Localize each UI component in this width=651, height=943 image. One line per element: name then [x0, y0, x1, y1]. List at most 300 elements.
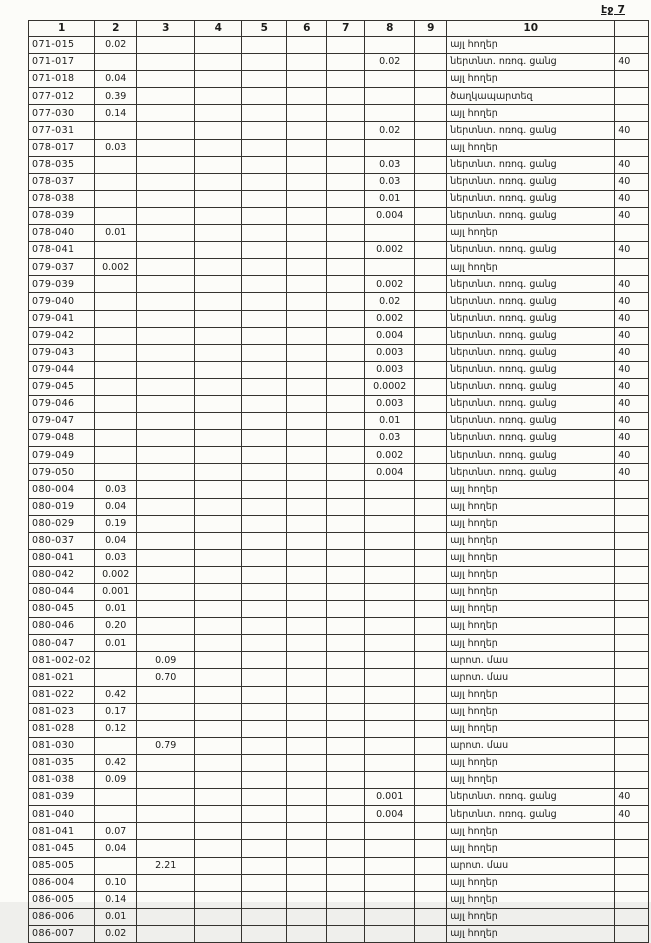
cell-col4 [195, 54, 242, 71]
cell-col9 [415, 378, 447, 395]
table-row [29, 635, 649, 652]
cell-col8-area: 0.004 [365, 806, 415, 823]
cell-col7 [327, 88, 365, 105]
cell-col2-area: 0.04 [95, 71, 137, 88]
cell-parcel-code: 071-015 [29, 37, 95, 54]
cell-col2-area [95, 669, 137, 686]
cell-col6 [287, 566, 327, 583]
cell-land-category: այլ հողեր [447, 601, 615, 618]
cell-col5 [242, 413, 287, 430]
cell-col5 [242, 686, 287, 703]
table-row [29, 720, 649, 737]
cell-col6 [287, 549, 327, 566]
cell-col5 [242, 207, 287, 224]
cell-col5 [242, 259, 287, 276]
cell-col8-area [365, 635, 415, 652]
col-header-8: 8 [365, 21, 415, 37]
cell-col7 [327, 891, 365, 908]
cell-col7 [327, 806, 365, 823]
cell-col9 [415, 532, 447, 549]
cell-parcel-code: 078-040 [29, 225, 95, 242]
cell-col8-area [365, 225, 415, 242]
cell-col2-area: 0.04 [95, 532, 137, 549]
cell-col9 [415, 720, 447, 737]
margin-annotation [615, 618, 649, 635]
margin-annotation [615, 532, 649, 549]
cell-land-category: այլ հողեր [447, 874, 615, 891]
cell-col7 [327, 293, 365, 310]
cell-col8-area [365, 584, 415, 601]
cell-parcel-code: 081-039 [29, 789, 95, 806]
cell-parcel-code: 086-007 [29, 925, 95, 942]
cell-col3-area [137, 105, 195, 122]
table-row [29, 395, 649, 412]
cell-col8-area: 0.002 [365, 310, 415, 327]
cell-col2-area: 0.09 [95, 772, 137, 789]
cell-col4 [195, 772, 242, 789]
margin-annotation [615, 908, 649, 925]
cell-land-category: այլ հողեր [447, 772, 615, 789]
cell-col9 [415, 105, 447, 122]
cell-col8-area [365, 874, 415, 891]
cell-col3-area [137, 908, 195, 925]
margin-annotation [615, 720, 649, 737]
cell-parcel-code: 079-049 [29, 447, 95, 464]
cell-col2-area: 0.03 [95, 549, 137, 566]
margin-annotation: 40 [615, 156, 649, 173]
cell-col6 [287, 310, 327, 327]
cell-col7 [327, 549, 365, 566]
cell-col9 [415, 635, 447, 652]
header-row [29, 21, 649, 37]
cell-land-category: այլ հողեր [447, 139, 615, 156]
col-header-4: 4 [195, 21, 242, 37]
cell-col5 [242, 225, 287, 242]
table-row [29, 891, 649, 908]
cell-col3-area [137, 464, 195, 481]
margin-annotation [615, 259, 649, 276]
cell-col7 [327, 361, 365, 378]
cell-land-category: ներտնտ. ոռոգ. ցանց [447, 327, 615, 344]
cell-col7 [327, 925, 365, 942]
cell-col2-area: 0.04 [95, 840, 137, 857]
cell-col9 [415, 703, 447, 720]
cell-col8-area [365, 532, 415, 549]
col-header-3: 3 [137, 21, 195, 37]
cell-col3-area [137, 156, 195, 173]
cell-col9 [415, 874, 447, 891]
cell-col5 [242, 840, 287, 857]
cell-col8-area: 0.004 [365, 207, 415, 224]
cell-col3-area [137, 327, 195, 344]
cell-col7 [327, 481, 365, 498]
cell-land-category: արոտ. մաս [447, 737, 615, 754]
cell-col9 [415, 327, 447, 344]
cell-col4 [195, 566, 242, 583]
cell-col3-area [137, 549, 195, 566]
cell-col2-area: 0.03 [95, 139, 137, 156]
cell-col3-area [137, 635, 195, 652]
table-row [29, 190, 649, 207]
cell-parcel-code: 081-023 [29, 703, 95, 720]
cell-col8-area [365, 840, 415, 857]
cell-col8-area [365, 601, 415, 618]
margin-annotation: 40 [615, 361, 649, 378]
margin-column-header [615, 21, 649, 37]
cell-col6 [287, 225, 327, 242]
cell-land-category: այլ հողեր [447, 891, 615, 908]
cell-col7 [327, 566, 365, 583]
cell-col8-area: 0.001 [365, 789, 415, 806]
cell-col5 [242, 669, 287, 686]
cell-col9 [415, 207, 447, 224]
cell-col6 [287, 259, 327, 276]
cell-col9 [415, 447, 447, 464]
table-row [29, 857, 649, 874]
cell-col3-area [137, 173, 195, 190]
margin-annotation [615, 925, 649, 942]
cell-col9 [415, 925, 447, 942]
cell-col8-area: 0.01 [365, 413, 415, 430]
cell-col5 [242, 925, 287, 942]
cell-col3-area [137, 276, 195, 293]
table-row [29, 566, 649, 583]
cell-col6 [287, 481, 327, 498]
cell-col7 [327, 225, 365, 242]
cell-col6 [287, 395, 327, 412]
cell-col2-area [95, 378, 137, 395]
cell-land-category: ներտնտ. ոռոգ. ցանց [447, 276, 615, 293]
cell-col9 [415, 139, 447, 156]
cell-col3-area [137, 361, 195, 378]
cell-col6 [287, 344, 327, 361]
cell-col5 [242, 652, 287, 669]
cell-col9 [415, 669, 447, 686]
cell-col2-area: 0.001 [95, 584, 137, 601]
cell-col7 [327, 395, 365, 412]
cell-col8-area [365, 71, 415, 88]
cell-parcel-code: 077-030 [29, 105, 95, 122]
cell-col5 [242, 532, 287, 549]
cell-col5 [242, 378, 287, 395]
cell-col2-area [95, 122, 137, 139]
cell-col6 [287, 464, 327, 481]
cell-col8-area [365, 669, 415, 686]
cell-col7 [327, 430, 365, 447]
cell-col5 [242, 481, 287, 498]
cell-parcel-code: 081-045 [29, 840, 95, 857]
table-row [29, 772, 649, 789]
cell-parcel-code: 071-017 [29, 54, 95, 71]
table-row [29, 652, 649, 669]
table-row [29, 584, 649, 601]
cell-col6 [287, 498, 327, 515]
table-row [29, 447, 649, 464]
cell-land-category: այլ հողեր [447, 618, 615, 635]
cell-col2-area [95, 413, 137, 430]
cell-col9 [415, 823, 447, 840]
cell-col5 [242, 447, 287, 464]
margin-annotation [615, 754, 649, 771]
cell-col2-area [95, 737, 137, 754]
cell-col3-area [137, 823, 195, 840]
cell-col5 [242, 344, 287, 361]
cell-col5 [242, 601, 287, 618]
cell-land-category: ներտնտ. ոռոգ. ցանց [447, 413, 615, 430]
table-row [29, 122, 649, 139]
cell-col8-area [365, 618, 415, 635]
margin-annotation: 40 [615, 293, 649, 310]
cell-parcel-code: 079-048 [29, 430, 95, 447]
cell-col4 [195, 88, 242, 105]
cell-col6 [287, 515, 327, 532]
cell-parcel-code: 078-041 [29, 242, 95, 259]
table-row [29, 242, 649, 259]
cell-land-category: այլ հողեր [447, 823, 615, 840]
table-row [29, 874, 649, 891]
cell-col3-area: 2.21 [137, 857, 195, 874]
cell-parcel-code: 081-028 [29, 720, 95, 737]
cell-col4 [195, 635, 242, 652]
cell-land-category: ծաղկապարտեզ [447, 88, 615, 105]
cell-col3-area [137, 122, 195, 139]
table-row [29, 754, 649, 771]
cell-col4 [195, 207, 242, 224]
cell-col5 [242, 88, 287, 105]
col-header-6: 6 [287, 21, 327, 37]
cell-col3-area [137, 190, 195, 207]
cell-col6 [287, 703, 327, 720]
cell-col4 [195, 293, 242, 310]
cell-parcel-code: 079-037 [29, 259, 95, 276]
cell-col2-area [95, 806, 137, 823]
cell-col4 [195, 789, 242, 806]
page-number: էջ 7 [601, 3, 625, 16]
cell-col2-area [95, 789, 137, 806]
cell-col9 [415, 190, 447, 207]
cell-col3-area [137, 71, 195, 88]
cell-land-category: այլ հողեր [447, 225, 615, 242]
cell-col3-area [137, 293, 195, 310]
cell-col9 [415, 242, 447, 259]
cell-parcel-code: 079-039 [29, 276, 95, 293]
cell-land-category: այլ հողեր [447, 498, 615, 515]
cell-col3-area [137, 88, 195, 105]
cell-col9 [415, 156, 447, 173]
cell-col7 [327, 173, 365, 190]
cell-parcel-code: 081-030 [29, 737, 95, 754]
cell-col2-area: 0.14 [95, 105, 137, 122]
cell-col6 [287, 652, 327, 669]
cell-col3-area [137, 840, 195, 857]
cell-col9 [415, 122, 447, 139]
cell-col2-area: 0.002 [95, 259, 137, 276]
cell-col6 [287, 772, 327, 789]
cell-col6 [287, 327, 327, 344]
cell-col5 [242, 276, 287, 293]
cell-land-category: ներտնտ. ոռոգ. ցանց [447, 54, 615, 71]
margin-annotation: 40 [615, 54, 649, 71]
cell-col2-area [95, 344, 137, 361]
cell-col4 [195, 361, 242, 378]
cell-land-category: արոտ. մաս [447, 652, 615, 669]
cell-col9 [415, 361, 447, 378]
cell-land-category: ներտնտ. ոռոգ. ցանց [447, 207, 615, 224]
margin-annotation [615, 105, 649, 122]
margin-annotation: 40 [615, 190, 649, 207]
cell-col8-area [365, 566, 415, 583]
margin-annotation [615, 772, 649, 789]
cell-col2-area [95, 242, 137, 259]
cell-col9 [415, 413, 447, 430]
cell-col4 [195, 378, 242, 395]
cell-parcel-code: 080-046 [29, 618, 95, 635]
cell-parcel-code: 078-037 [29, 173, 95, 190]
table-row [29, 173, 649, 190]
table-body [29, 37, 649, 943]
cell-col4 [195, 891, 242, 908]
cell-col9 [415, 430, 447, 447]
cell-col5 [242, 566, 287, 583]
cell-col6 [287, 447, 327, 464]
margin-annotation: 40 [615, 395, 649, 412]
cell-col7 [327, 498, 365, 515]
cell-col7 [327, 378, 365, 395]
cell-col6 [287, 891, 327, 908]
margin-annotation [615, 584, 649, 601]
cell-col7 [327, 447, 365, 464]
margin-annotation: 40 [615, 276, 649, 293]
cell-col3-area [137, 395, 195, 412]
table-row [29, 515, 649, 532]
cell-col4 [195, 549, 242, 566]
cell-col8-area [365, 737, 415, 754]
cell-parcel-code: 077-012 [29, 88, 95, 105]
cell-col9 [415, 686, 447, 703]
cell-parcel-code: 079-040 [29, 293, 95, 310]
cell-col6 [287, 754, 327, 771]
cell-col5 [242, 293, 287, 310]
cell-col3-area [137, 806, 195, 823]
cell-col6 [287, 532, 327, 549]
cell-col8-area [365, 139, 415, 156]
cell-col4 [195, 242, 242, 259]
cell-parcel-code: 078-035 [29, 156, 95, 173]
cell-col5 [242, 122, 287, 139]
cell-col8-area [365, 908, 415, 925]
cell-col8-area [365, 515, 415, 532]
margin-annotation [615, 71, 649, 88]
cell-col4 [195, 156, 242, 173]
table-row [29, 789, 649, 806]
cell-col2-area: 0.04 [95, 498, 137, 515]
margin-annotation [615, 737, 649, 754]
cell-col3-area [137, 378, 195, 395]
cell-col4 [195, 618, 242, 635]
cell-col6 [287, 276, 327, 293]
table-row [29, 806, 649, 823]
cell-col8-area [365, 925, 415, 942]
cell-col2-area [95, 464, 137, 481]
cell-col4 [195, 225, 242, 242]
cell-col2-area [95, 156, 137, 173]
cell-land-category: ներտնտ. ոռոգ. ցանց [447, 190, 615, 207]
cell-col4 [195, 925, 242, 942]
cell-col3-area [137, 515, 195, 532]
cell-col3-area [137, 925, 195, 942]
cell-col4 [195, 105, 242, 122]
cell-land-category: այլ հողեր [447, 686, 615, 703]
cell-col5 [242, 618, 287, 635]
margin-annotation: 40 [615, 447, 649, 464]
cell-col9 [415, 737, 447, 754]
cell-col7 [327, 789, 365, 806]
cell-col6 [287, 105, 327, 122]
cell-col3-area [137, 703, 195, 720]
cell-col5 [242, 327, 287, 344]
cell-col8-area: 0.0002 [365, 378, 415, 395]
cell-col3-area [137, 207, 195, 224]
cell-land-category: ներտնտ. ոռոգ. ցանց [447, 173, 615, 190]
cell-col4 [195, 857, 242, 874]
cell-col3-area [137, 413, 195, 430]
cell-col3-area [137, 481, 195, 498]
cell-col3-area [137, 447, 195, 464]
cell-parcel-code: 081-022 [29, 686, 95, 703]
cell-parcel-code: 079-042 [29, 327, 95, 344]
cell-land-category: ներտնտ. ոռոգ. ցանց [447, 310, 615, 327]
cell-col8-area [365, 857, 415, 874]
cell-parcel-code: 080-045 [29, 601, 95, 618]
cell-col7 [327, 207, 365, 224]
cell-parcel-code: 086-006 [29, 908, 95, 925]
cell-col2-area [95, 447, 137, 464]
table-row [29, 139, 649, 156]
cell-col4 [195, 652, 242, 669]
cell-col5 [242, 754, 287, 771]
cell-col2-area: 0.03 [95, 481, 137, 498]
col-header-9: 9 [415, 21, 447, 37]
cell-col9 [415, 54, 447, 71]
cell-col9 [415, 618, 447, 635]
cell-col6 [287, 840, 327, 857]
cell-col6 [287, 242, 327, 259]
cell-col9 [415, 566, 447, 583]
margin-annotation [615, 857, 649, 874]
margin-annotation: 40 [615, 430, 649, 447]
cell-col2-area [95, 361, 137, 378]
cell-land-category: այլ հողեր [447, 37, 615, 54]
cell-col8-area: 0.003 [365, 395, 415, 412]
cell-col2-area: 0.10 [95, 874, 137, 891]
cell-col2-area [95, 310, 137, 327]
cell-col7 [327, 601, 365, 618]
cell-parcel-code: 080-041 [29, 549, 95, 566]
cell-col3-area [137, 584, 195, 601]
cell-col5 [242, 464, 287, 481]
cell-col5 [242, 737, 287, 754]
cell-col8-area [365, 772, 415, 789]
cell-col3-area [137, 139, 195, 156]
margin-annotation: 40 [615, 310, 649, 327]
cell-col6 [287, 874, 327, 891]
margin-annotation [615, 891, 649, 908]
cell-col7 [327, 327, 365, 344]
margin-annotation [615, 686, 649, 703]
margin-annotation [615, 823, 649, 840]
table-row [29, 498, 649, 515]
cell-col9 [415, 259, 447, 276]
